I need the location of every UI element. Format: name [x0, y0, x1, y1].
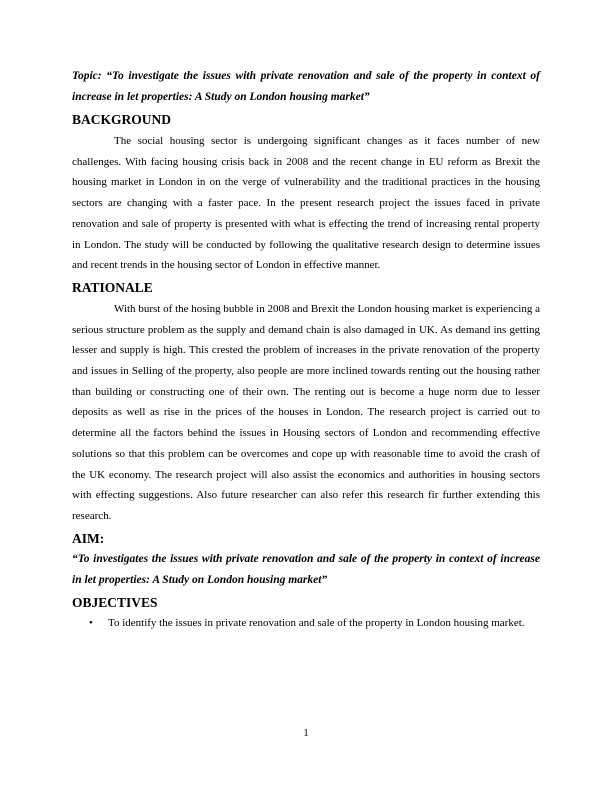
background-heading: BACKGROUND	[72, 112, 172, 127]
rationale-paragraph: With burst of the hosing bubble in 2008 and Brexit the London housing market is experiencing a serious structure problem as the supply and demand chain is also damaged in UK. As demand ins getting lesser and supply is high. This crested the problem of increases in the private renovation of the property and issues in Selling of the property, also people are more inclined towards renting out the housing rather than building or constructing one of their own. The renting out is become a huge norm due to lesser deposits as well as rise in the prices of the houses in London. The research project is carried out to determine all the factors behind the issues in Housing sectors of London and recommending effective solutions so that this problem can be overcomes and cope up with reasonable time to avoid the crash of the UK economy. The research project will also assist the economics and authorities in housing sectors with effecting suggestions. Also future researcher can also refer this research fir further extending this research.	[72, 302, 540, 522]
background-paragraph: The social housing sector is undergoing significant changes as it faces number of new challenges. With facing housing crisis back in 2008 and the recent change in EU reform as Brexit the housing market in London in on the verge of vulnerability and the traditional practices in the housing sectors are changing with a faster pace. In the present research project the issues faced in private renovation and sale of property is presented with what is effecting the trend of increasing rental property in London. The study will be conducted by following the qualitative research design to determine issues and recent trends in the housing sector of London in effective manner.	[72, 135, 540, 272]
objective-item	[72, 613, 540, 634]
objective-text: To identify the issues in private renovation and sale of the property in London housing market.	[108, 616, 525, 629]
page-number: 1	[303, 727, 309, 739]
objectives-list	[72, 613, 540, 634]
aim-statement: “To investigates the issues with private renovation and sale of the property in context of increase in let properties: A Study on London housing market”	[72, 552, 540, 586]
document-page	[72, 66, 540, 633]
topic-line: Topic: “To investigate the issues with private renovation and sale of the property in context of increase in let properties: A Study on London housing market”	[72, 70, 540, 103]
objectives-heading: OBJECTIVES	[72, 594, 158, 610]
bullet-icon: •	[89, 616, 93, 629]
aim-heading: AIM:	[72, 530, 105, 546]
rationale-heading: RATIONALE	[72, 279, 153, 295]
